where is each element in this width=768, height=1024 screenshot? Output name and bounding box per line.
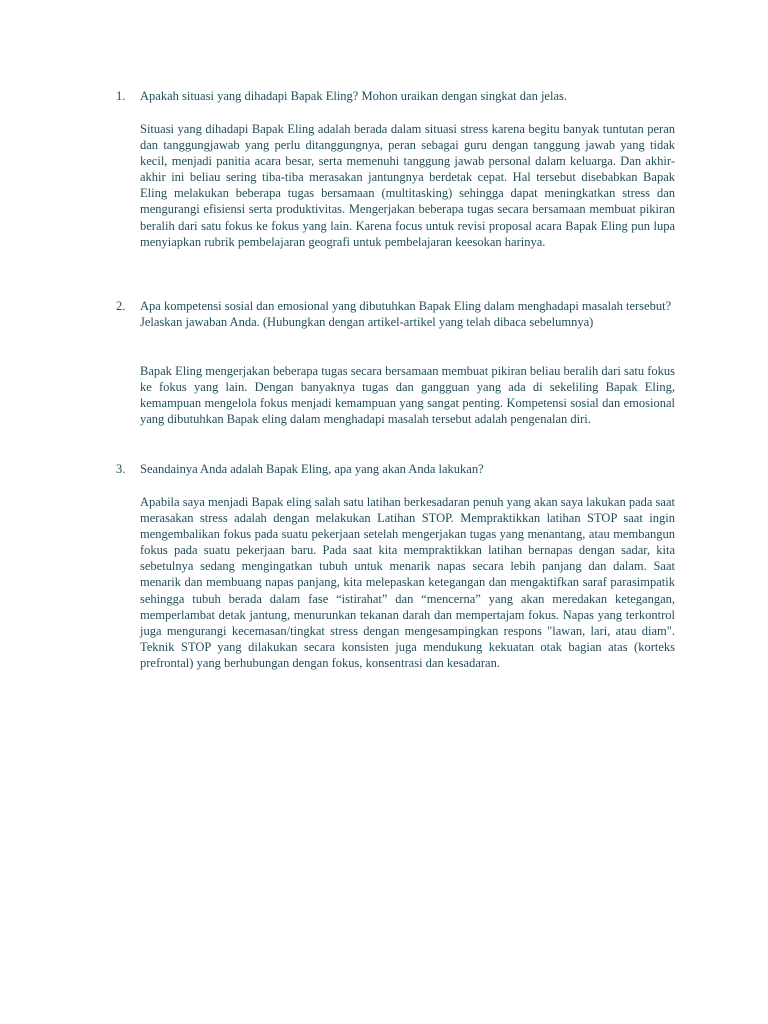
question-number: 2. [116, 299, 126, 313]
question-text: Apakah situasi yang dihadapi Bapak Eling? Mohon uraikan dengan singkat dan jelas. [140, 89, 567, 103]
question-number: 1. [116, 89, 126, 103]
answer-paragraph: Bapak Eling mengerjakan beberapa tugas secara bersamaan membuat pikiran beliau beralih dari satu fokus ke fokus yang lain. Dengan banyaknya tugas dan gangguan yang ada di sekeliling Bapak Eling, kemampuan mengelola fokus menjadi kemampuan yang sangat penting. Kompetensi sosial dan emosional yang dibutuhkan Bapak eling dalam menghadapi masalah tersebut adalah pengenalan diri. [140, 364, 675, 427]
question-text: Apa kompetensi sosial dan emosional yang dibutuhkan Bapak Eling dalam menghadapi masalah tersebut? Jelaskan jawaban Anda. (Hubungkan dengan artikel-artikel yang telah dibaca sebelumnya) [140, 299, 672, 329]
question-number: 3. [116, 462, 126, 476]
question-text: Seandainya Anda adalah Bapak Eling, apa yang akan Anda lakukan? [140, 462, 484, 476]
answer-paragraph: Apabila saya menjadi Bapak eling salah satu latihan berkesadaran penuh yang akan saya lakukan pada saat merasakan stress adalah dengan melakukan Latihan STOP. Mempraktikkan latihan STOP saat ingin mengembalikan fokus pada suatu pekerjaan setelah mengerjakan tugas yang menantang, atau membangun fokus pada suatu pekerjaan baru. Pada saat kita mempraktikkan latihan bernapas dengan sadar, kita sebetulnya sedang mengingatkan tubuh untuk menarik napas secara lebih panjang dan dalam. Saat menarik dan membuang napas panjang, kita melepaskan ketegangan dan mengaktifkan saraf parasimpatik sehingga tubuh berada dalam fase “istirahat” dan “mencerna” yang akan meredakan ketegangan, memperlambat detak jantung, menurunkan tekanan darah dan mempertajam fokus. Napas yang terkontrol juga mengurangi kecemasan/tingkat stress dengan mengesampingkan respons "lawan, lari, atau diam". Teknik STOP yang dilakukan secara konsisten juga mendukung kekuatan otak bagian atas (korteks prefrontal) yang berhubungan dengan fokus, konsentrasi dan kesadaran. [140, 495, 675, 670]
answer-paragraph: Situasi yang dihadapi Bapak Eling adalah berada dalam situasi stress karena begitu banyak tuntutan peran dan tanggungjawab yang perlu ditanggungnya, peran sebagai guru dengan tanggung jawab yang tidak kecil, menjadi panitia acara besar, serta memenuhi tanggung jawab personal dalam keluarga. Dan akhir-akhir ini beliau sering tiba-tiba merasakan jantungnya berdetak cepat. Hal tersebut disebabkan Bapak Eling melakukan beberapa tugas bersamaan (multitasking) sehingga dapat meningkatkan stress dan mengurangi efisiensi serta produktivitas. Mengerjakan beberapa tugas secara bersamaan membuat pikiran beralih dari satu fokus ke fokus yang lain. Karena focus untuk revisi proposal acara Bapak Eling pun lupa menyiapkan rubrik pembelajaran geografi untuk pembelajaran keesokan harinya. [140, 122, 675, 249]
